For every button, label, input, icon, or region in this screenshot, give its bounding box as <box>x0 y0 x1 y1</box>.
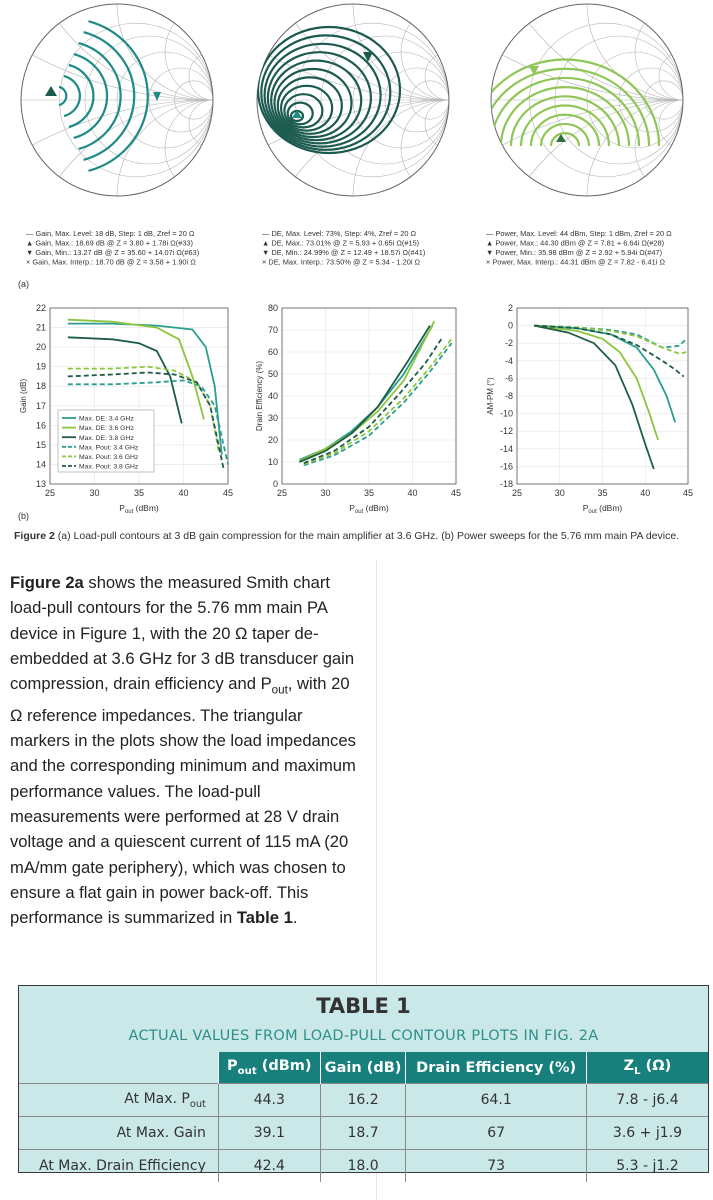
legend-gain-line: × Gain, Max. Interp.: 18.70 dB @ Z = 3.58 + 1.90i Ω <box>26 257 196 267</box>
table-cell: 64.1 <box>406 1084 587 1117</box>
smith-grid <box>0 0 597 560</box>
x-tick-label: 40 <box>640 488 651 498</box>
y-tick-label: 16 <box>35 420 46 431</box>
x-axis-label: $P_{out}$ (dBm) <box>582 503 623 515</box>
x-tick-label: 30 <box>89 488 100 498</box>
y-tick-label: 21 <box>35 322 46 333</box>
table-title: TABLE 1 <box>316 994 411 1018</box>
y-tick-label: 20 <box>267 435 278 445</box>
row-label: At Max. Gain <box>19 1117 218 1150</box>
table-cell: 5.3 - j1.2 <box>586 1150 708 1183</box>
table-cell: 73 <box>406 1150 587 1183</box>
table-cell: 18.7 <box>320 1117 406 1150</box>
power-sweep-plots <box>19 303 693 515</box>
legend-de-line: ▲ DE, Max.: 73.01% @ Z = 5.93 + 0.65i Ω(#15) <box>262 238 420 248</box>
table-body <box>19 1084 708 1183</box>
x-tick-label: 25 <box>276 488 288 498</box>
table-header-3: Drain Efficiency (%) <box>406 1052 587 1084</box>
series-line <box>304 337 443 464</box>
table-cell: 44.3 <box>218 1084 320 1117</box>
table-header-2: Gain (dB) <box>320 1052 406 1084</box>
y-tick-label: 20 <box>35 342 46 353</box>
legend-power-line: ▼ Power, Min.: 35.98 dBm @ Z = 2.92 + 5.94i Ω(#47) <box>486 248 663 257</box>
legend-gain-line: — Gain, Max. Level: 18 dB, Step: 1 dB, Zref = 20 Ω <box>26 229 195 238</box>
max-marker-icon <box>45 86 57 96</box>
table-header-row <box>19 1052 708 1084</box>
caption-text: (a) Load-pull contours at 3 dB gain compression for the main amplifier at 3.6 GHz. (b) Power sweeps for the 5.76 mm main PA device. <box>54 530 680 542</box>
table-row <box>19 1117 708 1150</box>
legend-gain-line: ▼ Gain, Min.: 13.27 dB @ Z = 35.60 + 14.07i Ω(#63) <box>26 248 200 257</box>
y-tick-label: 14 <box>35 459 46 470</box>
paragraph-text-1: shows the measured Smith chart load-pull contours for the 5.76 mm main PA device in Figure 1, with the 20 Ω taper de-embedded at 3.6 GHz for 3 dB transducer gain compression, drain efficiency and P <box>10 573 355 694</box>
paragraph-lead: Figure 2a <box>10 573 84 592</box>
y-tick-label: 30 <box>267 413 278 423</box>
y-tick-label: -16 <box>499 461 513 472</box>
table-cell: 7.8 - j6.4 <box>586 1084 708 1117</box>
x-axis-label: $P_{out}$ (dBm) <box>349 503 389 515</box>
x-tick-label: 35 <box>133 488 145 498</box>
x-tick-label: 30 <box>320 488 331 498</box>
series-line <box>534 326 658 440</box>
series-line <box>304 339 452 464</box>
figure-caption <box>14 530 709 542</box>
y-tick-label: 13 <box>35 479 46 489</box>
gain-contour <box>84 32 135 160</box>
y-tick-label: -12 <box>499 426 513 437</box>
y-tick-label: 0 <box>272 479 278 489</box>
smith-chart-gain <box>0 0 597 560</box>
power-contour <box>511 96 619 146</box>
plot-grid <box>517 308 688 484</box>
y-tick-label: 2 <box>507 303 513 313</box>
y-tick-label: 22 <box>35 303 46 313</box>
legend-de-line: × DE, Max. Interp.: 73.50% @ Z = 5.34 - 1.20i Ω <box>262 257 421 267</box>
legend-label: Max. Pout: 3.4 GHz <box>79 444 139 452</box>
x-tick-label: 25 <box>44 488 56 498</box>
table-cell: 39.1 <box>218 1117 320 1150</box>
power-contour <box>551 133 579 146</box>
legend-power-line: × Power, Max. Interp.: 44.31 dBm @ Z = 7.82 - 6.41i Ω <box>486 257 665 267</box>
series-line <box>304 343 452 465</box>
legend-de-line: — DE, Max. Level: 73%, Step: 4%, Zref = 20 Ω <box>262 229 417 238</box>
y-tick-label: 80 <box>267 303 278 313</box>
y-tick-label: 10 <box>267 457 278 467</box>
x-axis-label: $P_{out}$ (dBm) <box>119 503 159 515</box>
y-tick-label: -6 <box>504 373 513 384</box>
paragraph-sub: out <box>271 683 288 697</box>
y-tick-label: 18 <box>35 381 46 392</box>
table-header-1: $P_{out}$ (dBm) <box>218 1052 320 1084</box>
table-cell: 18.0 <box>320 1150 406 1183</box>
x-tick-label: 35 <box>363 488 375 498</box>
smith-charts <box>0 0 713 560</box>
smith-contours <box>258 27 400 153</box>
plot-2 <box>255 303 461 515</box>
y-axis-label: Drain Efficiency (%) <box>255 360 264 432</box>
x-tick-label: 30 <box>554 488 565 498</box>
table-header-blank <box>19 1052 218 1084</box>
paragraph-end: . <box>292 908 298 928</box>
smith-contours <box>471 60 659 146</box>
y-tick-label: -8 <box>504 391 513 401</box>
gain-contour <box>69 65 94 127</box>
row-label: At Max. $P_{out}$ <box>19 1084 218 1117</box>
y-tick-label: 19 <box>35 361 46 372</box>
y-tick-label: 60 <box>267 347 278 357</box>
body-paragraph <box>10 570 360 930</box>
series-line <box>534 326 684 377</box>
table-header-4: $Z_L$ (Ω) <box>586 1052 708 1084</box>
de-contour <box>284 94 322 127</box>
smith-chart-power <box>299 0 713 560</box>
legend-power-line: — Power, Max. Level: 44 dBm, Step: 1 dBm, Zref = 20 Ω <box>486 229 672 238</box>
table-row <box>19 1084 708 1117</box>
x-tick-label: 45 <box>222 488 234 498</box>
x-tick-label: 40 <box>178 488 189 498</box>
table-cell: 16.2 <box>320 1084 406 1117</box>
plot-legend <box>58 410 154 472</box>
table-cell: 3.6 + j1.9 <box>586 1117 708 1150</box>
table-cell: 67 <box>406 1117 587 1150</box>
y-tick-label: 0 <box>507 320 513 331</box>
legend-gain-line: ▲ Gain, Max.: 18.69 dB @ Z = 3.80 + 1.78i Ω(#33) <box>26 238 194 248</box>
legend-label: Max. Pout: 3.6 GHz <box>79 454 139 461</box>
table-subtitle: ACTUAL VALUES FROM LOAD-PULL CONTOUR PLOTS IN FIG. 2A <box>128 1028 599 1044</box>
x-tick-label: 25 <box>511 488 523 498</box>
y-tick-label: 15 <box>35 439 46 450</box>
figure-2 <box>0 0 713 560</box>
smith-grid <box>299 0 713 560</box>
x-tick-label: 45 <box>682 488 694 498</box>
power-contour <box>521 106 609 146</box>
y-tick-label: -2 <box>504 338 513 349</box>
power-contour <box>541 124 589 146</box>
smith-contours <box>59 21 148 171</box>
table-cell: 42.4 <box>218 1150 320 1183</box>
y-axis-label: AM-PM (°) <box>486 377 495 415</box>
y-tick-label: -4 <box>504 355 513 366</box>
y-tick-label: -14 <box>499 443 513 454</box>
y-tick-label: -18 <box>499 479 513 489</box>
x-tick-label: 35 <box>597 488 608 498</box>
paragraph-text-2: , with 20 Ω reference impedances. The triangular markers in the plots show the load impedances and the corresponding minimum and maximum performance values. The load-pull measurements were performed at 28 V drain voltage and a quiescent current of 115 mA (20 mA/mm gate periphery), which was chosen to ensure a flat gain in power back-off. This performance is summarized in <box>10 674 356 928</box>
smith-legends <box>26 229 672 267</box>
row-label: At Max. Drain Efficiency <box>19 1150 218 1183</box>
caption-prefix: Figure 2 <box>14 530 55 542</box>
x-tick-label: 45 <box>450 488 462 498</box>
table-row <box>19 1150 708 1183</box>
label-a: (a) <box>18 279 29 289</box>
legend-label: Max. DE: 3.6 GHz <box>79 425 134 433</box>
legend-label: Max. DE: 3.8 GHz <box>79 434 134 442</box>
legend-label: Max. Pout: 3.8 GHz <box>79 463 139 471</box>
table-1 <box>18 985 709 1173</box>
y-tick-label: 70 <box>267 325 278 335</box>
legend-de-line: ▼ DE, Min.: 24.99% @ Z = 12.49 + 18.57i Ω(#41) <box>262 248 426 257</box>
label-b: (b) <box>18 511 29 521</box>
legend-label: Max. DE: 3.4 GHz <box>79 415 134 423</box>
plot-1 <box>19 303 233 515</box>
y-tick-label: 40 <box>267 391 278 401</box>
legend-power-line: ▲ Power, Max.: 44.30 dBm @ Z = 7.81 + 6.64i Ω(#28) <box>486 238 665 248</box>
y-tick-label: 50 <box>267 369 278 379</box>
x-tick-label: 40 <box>407 488 418 498</box>
table-grid <box>19 1052 708 1182</box>
y-tick-label: 17 <box>35 400 46 411</box>
y-tick-label: -10 <box>499 408 513 419</box>
plot-3 <box>486 303 693 515</box>
y-axis-label: Gain (dB) <box>19 378 28 414</box>
paragraph-table-ref: Table 1 <box>236 908 293 928</box>
